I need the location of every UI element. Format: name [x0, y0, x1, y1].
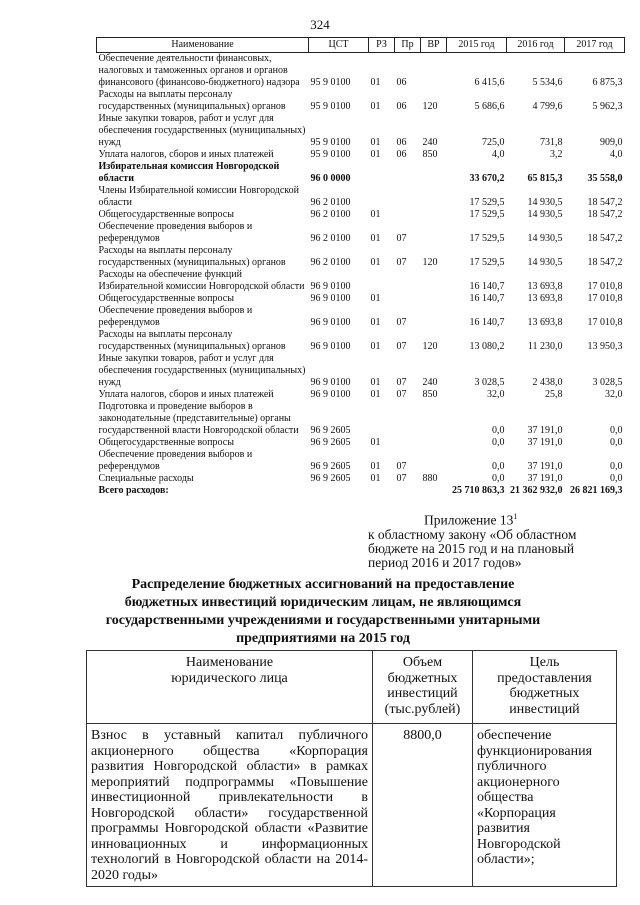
- row-2017: 18 547,2: [587, 197, 623, 208]
- row-name: Расходы на выплаты персоналу государственных (муниципальных) органов: [98, 329, 286, 352]
- row-2017: 4,0: [610, 149, 623, 160]
- row-name: Подготовка и проведение выборов в законодательные (представительные) органы государственной власти Новгородской области: [98, 401, 299, 436]
- row-2015: 33 670,2: [469, 173, 505, 184]
- heading-line: государственными учреждениями и государственными унитарными: [105, 613, 541, 628]
- row-2015: 6 415,6: [474, 77, 505, 88]
- table-row: [97, 401, 625, 437]
- appendix-line: к областному закону «Об областном: [368, 526, 577, 542]
- row-pr: 07: [396, 341, 407, 352]
- row-2016: 37 191,0: [527, 437, 563, 448]
- row-2017: 0,0: [610, 473, 623, 484]
- section-heading: [88, 576, 558, 648]
- row-rz: 01: [370, 341, 381, 352]
- row-2017: 35 558,0: [587, 173, 623, 184]
- row-name: Расходы на выплаты персоналу государственных (муниципальных) органов: [98, 245, 286, 268]
- row-cst: 96 9 2605: [310, 425, 351, 436]
- row-name: Уплата налогов, сборов и иных платежей: [98, 389, 274, 400]
- row-pr: 07: [396, 317, 407, 328]
- row-cst: 95 9 0100: [310, 137, 351, 148]
- table-row: [97, 149, 625, 161]
- row-2016: 13 693,8: [527, 293, 563, 304]
- row-2016: 14 930,5: [527, 233, 563, 244]
- header-investment-purpose: Цель предоставления бюджетных инвестиций: [473, 651, 617, 724]
- row-2017: 3 028,5: [592, 377, 623, 388]
- heading-line: Распределение бюджетных ассигнований на предоставление: [131, 577, 515, 592]
- row-2016: 13 693,8: [527, 317, 563, 328]
- table-row: [97, 389, 625, 401]
- table-row: [97, 353, 625, 389]
- row-2017: 5 962,3: [592, 101, 623, 112]
- row-2017: 0,0: [610, 461, 623, 472]
- row-vr: 880: [422, 473, 438, 484]
- total-row: [97, 485, 625, 497]
- header-2016: 2016 год: [507, 38, 565, 53]
- row-2017: 32,0: [605, 389, 623, 400]
- row-name: Обеспечение проведения выборов и референдумов: [98, 305, 253, 328]
- row-vr: [421, 221, 447, 245]
- row-rz: 01: [370, 293, 381, 304]
- row-2017: 17 010,8: [587, 281, 623, 292]
- row-pr: [395, 161, 421, 185]
- header-vr: ВР: [421, 38, 447, 53]
- row-cst: 95 9 0100: [310, 101, 351, 112]
- row-pr: 07: [396, 473, 407, 484]
- row-vr: [421, 293, 447, 305]
- row-2015: 13 080,2: [469, 341, 505, 352]
- row-2017: 0,0: [610, 425, 623, 436]
- header-2017: 2017 год: [565, 38, 625, 53]
- header-rz: РЗ: [369, 38, 395, 53]
- row-vr: [421, 161, 447, 185]
- header-pr: Пр: [395, 38, 421, 53]
- row-vr: 850: [422, 149, 438, 160]
- investment-purpose: обеспечение функционирования публичного акционерного общества «Корпорация развития Новгородской области»;: [473, 724, 617, 887]
- row-vr: [421, 269, 447, 293]
- row-rz: 01: [370, 317, 381, 328]
- row-cst: 96 9 0100: [310, 389, 351, 400]
- row-pr: [395, 293, 421, 305]
- row-rz: 01: [370, 257, 381, 268]
- row-cst: 96 9 0100: [310, 281, 351, 292]
- header-cst: ЦСТ: [309, 38, 369, 53]
- row-pr: [395, 401, 421, 437]
- appendix-title: Приложение $13^1$: [424, 512, 518, 528]
- row-name: Обеспечение проведения выборов и референдумов: [98, 449, 253, 472]
- row-2015: 3 028,5: [474, 377, 505, 388]
- row-cst: 96 9 0100: [310, 341, 351, 352]
- row-name: Уплата налогов, сборов и иных платежей: [98, 149, 274, 160]
- table-row: [97, 305, 625, 329]
- appendix-line: бюджете на 2015 год и на плановый: [368, 540, 575, 556]
- table-row: [97, 221, 625, 245]
- row-pr: 07: [396, 461, 407, 472]
- row-rz: 01: [370, 389, 381, 400]
- row-2015: 0,0: [492, 425, 505, 436]
- row-pr: 06: [396, 137, 407, 148]
- row-vr: [421, 305, 447, 329]
- table-row: [97, 161, 625, 185]
- row-pr: 07: [396, 377, 407, 388]
- row-2016: 14 930,5: [527, 209, 563, 220]
- row-cst: 96 9 0100: [310, 317, 351, 328]
- row-vr: [421, 449, 447, 473]
- investment-entity: Взнос в уставный капитал публичного акционерного общества «Корпорация развития Новгородской области» в рамках мероприятий подпрограммы «Повышение инвестиционной привлекательности в Новгородской области» государственной программы Новгородской области «Развитие инновационных и информационных технологий в Новгородской области на 2014-2020 годы»: [87, 724, 373, 887]
- appendix-line: период 2016 и 2017 годов»: [368, 554, 522, 570]
- row-rz: 01: [370, 437, 381, 448]
- row-cst: 96 9 0100: [310, 377, 351, 388]
- row-pr: 07: [396, 233, 407, 244]
- row-rz: 01: [370, 101, 381, 112]
- row-2016: 37 191,0: [527, 461, 563, 472]
- row-cst: 96 0 0000: [310, 173, 351, 184]
- row-2016: 2 438,0: [532, 377, 563, 388]
- total-2017: 26 821 169,3: [570, 485, 623, 496]
- row-cst: 96 2 0100: [310, 197, 351, 208]
- row-2015: 725,0: [482, 137, 505, 148]
- row-name: Обеспечение деятельности финансовых, налоговых и таможенных органов и органов финансового (финансово-бюджетного) надзора: [98, 53, 300, 88]
- investment-row: [87, 724, 617, 887]
- row-cst: 96 2 0100: [310, 233, 351, 244]
- row-cst: 96 9 0100: [310, 293, 351, 304]
- row-2015: 4,0: [492, 149, 505, 160]
- investment-amount: 8800,0: [373, 724, 473, 887]
- table-row: [97, 329, 625, 353]
- row-pr: [395, 437, 421, 449]
- row-2015: 16 140,7: [469, 281, 505, 292]
- row-pr: [395, 209, 421, 221]
- appendix-note: [368, 510, 628, 570]
- total-2015: 25 710 863,3: [452, 485, 505, 496]
- row-2017: 909,0: [600, 137, 623, 148]
- row-pr: 06: [396, 101, 407, 112]
- row-2017: 0,0: [610, 437, 623, 448]
- row-2016: 3,2: [550, 149, 563, 160]
- row-pr: [395, 269, 421, 293]
- heading-line: предприятиями на 2015 год: [236, 631, 410, 646]
- table-row: [97, 473, 625, 485]
- row-2015: 0,0: [492, 461, 505, 472]
- row-vr: [421, 185, 447, 209]
- row-name: Общегосударственные вопросы: [98, 293, 234, 304]
- row-vr: [421, 401, 447, 437]
- row-cst: 96 9 2605: [310, 461, 351, 472]
- table-row: [97, 293, 625, 305]
- row-2017: 18 547,2: [587, 233, 623, 244]
- row-vr: [421, 209, 447, 221]
- row-rz: [369, 401, 395, 437]
- budget-header-row: [97, 38, 625, 53]
- row-2015: 16 140,7: [469, 317, 505, 328]
- header-investment-volume: Объем бюджетных инвестиций (тыс.рублей): [373, 651, 473, 724]
- row-vr: 850: [422, 389, 438, 400]
- row-pr: 06: [396, 77, 407, 88]
- row-rz: [369, 185, 395, 209]
- row-pr: 06: [396, 149, 407, 160]
- row-2015: 0,0: [492, 437, 505, 448]
- row-2016: 25,8: [545, 389, 563, 400]
- row-rz: 01: [370, 233, 381, 244]
- row-2016: 11 230,0: [527, 341, 563, 352]
- row-2015: 0,0: [492, 473, 505, 484]
- row-2017: 13 950,3: [587, 341, 623, 352]
- appendix-sup: 1: [513, 512, 518, 521]
- heading-line: бюджетных инвестиций юридическим лицам, не являющимся: [124, 595, 522, 610]
- table-row: [97, 185, 625, 209]
- row-rz: 01: [370, 473, 381, 484]
- row-pr: 07: [396, 257, 407, 268]
- row-2016: 37 191,0: [527, 473, 563, 484]
- row-rz: [369, 269, 395, 293]
- row-2016: 65 815,3: [527, 173, 563, 184]
- table-row: [97, 53, 625, 90]
- row-2016: 731,8: [540, 137, 563, 148]
- row-pr: [395, 185, 421, 209]
- row-2016: 14 930,5: [527, 257, 563, 268]
- row-vr: 120: [422, 341, 438, 352]
- row-vr: [421, 53, 447, 90]
- row-rz: 01: [370, 377, 381, 388]
- row-name: Избирательная комиссия Новгородской области: [98, 161, 280, 184]
- row-name: Общегосударственные вопросы: [98, 437, 234, 448]
- row-rz: 01: [370, 461, 381, 472]
- budget-body: [97, 53, 625, 486]
- row-2017: 6 875,3: [592, 77, 623, 88]
- row-cst: 96 2 0100: [310, 257, 351, 268]
- row-2015: 17 529,5: [469, 233, 505, 244]
- row-vr: [421, 437, 447, 449]
- row-name: Расходы на обеспечение функций Избирательной комиссии Новгородской области: [98, 269, 305, 292]
- row-2017: 18 547,2: [587, 209, 623, 220]
- row-cst: 95 9 0100: [310, 77, 351, 88]
- row-vr: 240: [422, 137, 438, 148]
- row-2017: 17 010,8: [587, 317, 623, 328]
- row-cst: 96 9 2605: [310, 437, 351, 448]
- row-2015: 5 686,6: [474, 101, 505, 112]
- table-row: [97, 209, 625, 221]
- table-row: [97, 449, 625, 473]
- row-name: Общегосударственные вопросы: [98, 209, 234, 220]
- row-2015: 16 140,7: [469, 293, 505, 304]
- row-vr: 240: [422, 377, 438, 388]
- table-row: [97, 437, 625, 449]
- row-name: Члены Избирательной комиссии Новгородской области: [98, 185, 300, 208]
- row-2017: 17 010,8: [587, 293, 623, 304]
- row-2015: 17 529,5: [469, 209, 505, 220]
- row-2016: 14 930,5: [527, 197, 563, 208]
- row-cst: 95 9 0100: [310, 149, 351, 160]
- row-pr: 07: [396, 389, 407, 400]
- row-name: Иные закупки товаров, работ и услуг для обеспечения государственных (муниципальных) нужд: [98, 113, 306, 148]
- row-rz: [369, 161, 395, 185]
- row-cst: 96 9 2605: [310, 473, 351, 484]
- row-2015: 17 529,5: [469, 197, 505, 208]
- table-row: [97, 113, 625, 149]
- budget-table: [96, 37, 625, 497]
- row-rz: 01: [370, 149, 381, 160]
- table-row: [97, 245, 625, 269]
- investment-header-row: [87, 651, 617, 724]
- row-name: Специальные расходы: [98, 473, 194, 484]
- row-rz: 01: [370, 137, 381, 148]
- row-2015: 17 529,5: [469, 257, 505, 268]
- row-cst: 96 2 0100: [310, 209, 351, 220]
- row-2016: 13 693,8: [527, 281, 563, 292]
- total-2016: 21 362 932,0: [510, 485, 563, 496]
- header-2015: 2015 год: [447, 38, 507, 53]
- row-rz: 01: [370, 209, 381, 220]
- row-2016: 37 191,0: [527, 425, 563, 436]
- investment-table: [86, 650, 617, 887]
- row-vr: 120: [422, 257, 438, 268]
- row-2015: 32,0: [487, 389, 505, 400]
- row-2016: 4 799,6: [532, 101, 563, 112]
- total-label: Всего расходов:: [98, 485, 169, 496]
- table-row: [97, 269, 625, 293]
- row-name: Расходы на выплаты персоналу государственных (муниципальных) органов: [98, 89, 286, 112]
- header-entity-name: Наименование юридического лица: [87, 651, 373, 724]
- row-rz: 01: [370, 77, 381, 88]
- header-name: Наименование: [97, 38, 309, 53]
- table-row: [97, 89, 625, 113]
- page-number: 324: [310, 17, 330, 32]
- row-2016: 5 534,6: [532, 77, 563, 88]
- row-vr: 120: [422, 101, 438, 112]
- row-2017: 18 547,2: [587, 257, 623, 268]
- row-name: Иные закупки товаров, работ и услуг для обеспечения государственных (муниципальных) нужд: [98, 353, 306, 388]
- row-name: Обеспечение проведения выборов и референдумов: [98, 221, 253, 244]
